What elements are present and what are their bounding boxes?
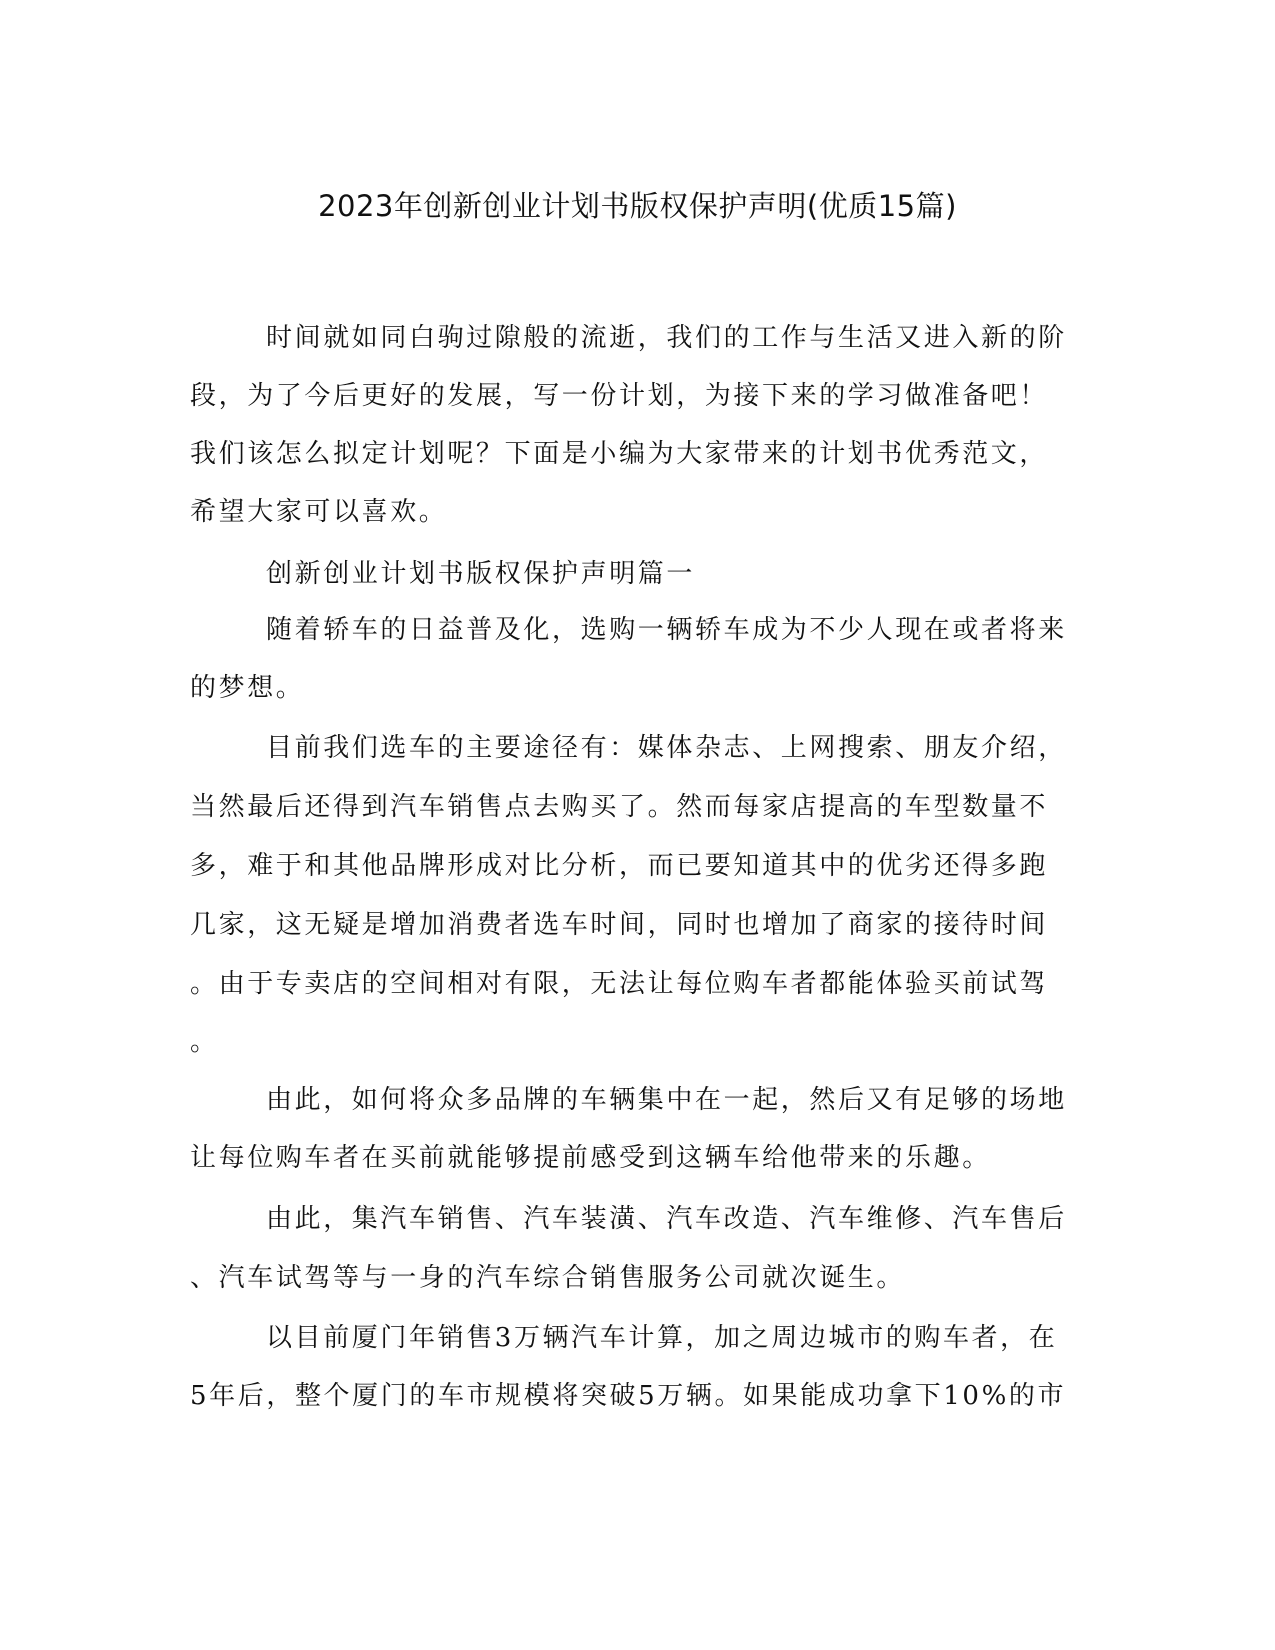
paragraph-line: 。 — [190, 1027, 219, 1057]
paragraph-line: 5年后，整个厦门的车市规模将突破5万辆。如果能成功拿下10%的市 — [190, 1381, 1067, 1411]
paragraph-line: 几家，这无疑是增加消费者选车时间，同时也增加了商家的接待时间 — [190, 910, 1049, 940]
paragraph-line: 的梦想。 — [190, 673, 305, 703]
paragraph-line: 由此，集汽车销售、汽车装潢、汽车改造、汽车维修、汽车售后 — [266, 1204, 1067, 1234]
paragraph-line: 目前我们选车的主要途径有：媒体杂志、上网搜索、朋友介绍， — [266, 733, 1067, 763]
paragraph-line: 。由于专卖店的空间相对有限，无法让每位购车者都能体验买前试驾 — [190, 969, 1049, 999]
paragraph-line: 、汽车试驾等与一身的汽车综合销售服务公司就次诞生。 — [190, 1263, 906, 1293]
section-heading: 创新创业计划书版权保护声明篇一 — [266, 559, 696, 589]
paragraph-line: 多，难于和其他品牌形成对比分析，而已要知道其中的优劣还得多跑 — [190, 851, 1049, 881]
paragraph-line: 随着轿车的日益普及化，选购一辆轿车成为不少人现在或者将来 — [266, 615, 1067, 645]
paragraph-line: 让每位购车者在买前就能够提前感受到这辆车给他带来的乐趣。 — [190, 1143, 991, 1173]
paragraph-line: 时间就如同白驹过隙般的流逝，我们的工作与生活又进入新的阶 — [266, 323, 1067, 353]
paragraph-line: 以目前厦门年销售3万辆汽车计算，加之周边城市的购车者，在 — [266, 1323, 1058, 1353]
paragraph-line: 我们该怎么拟定计划呢？下面是小编为大家带来的计划书优秀范文， — [190, 439, 1049, 469]
paragraph-line: 段，为了今后更好的发展，写一份计划，为接下来的学习做准备吧！ — [190, 381, 1049, 411]
paragraph-line: 由此，如何将众多品牌的车辆集中在一起，然后又有足够的场地 — [266, 1085, 1067, 1115]
document-title: 2023年创新创业计划书版权保护声明(优质15篇) — [318, 189, 957, 223]
paragraph-line: 希望大家可以喜欢。 — [190, 497, 448, 527]
paragraph-line: 当然最后还得到汽车销售点去购买了。然而每家店提高的车型数量不 — [190, 792, 1049, 822]
